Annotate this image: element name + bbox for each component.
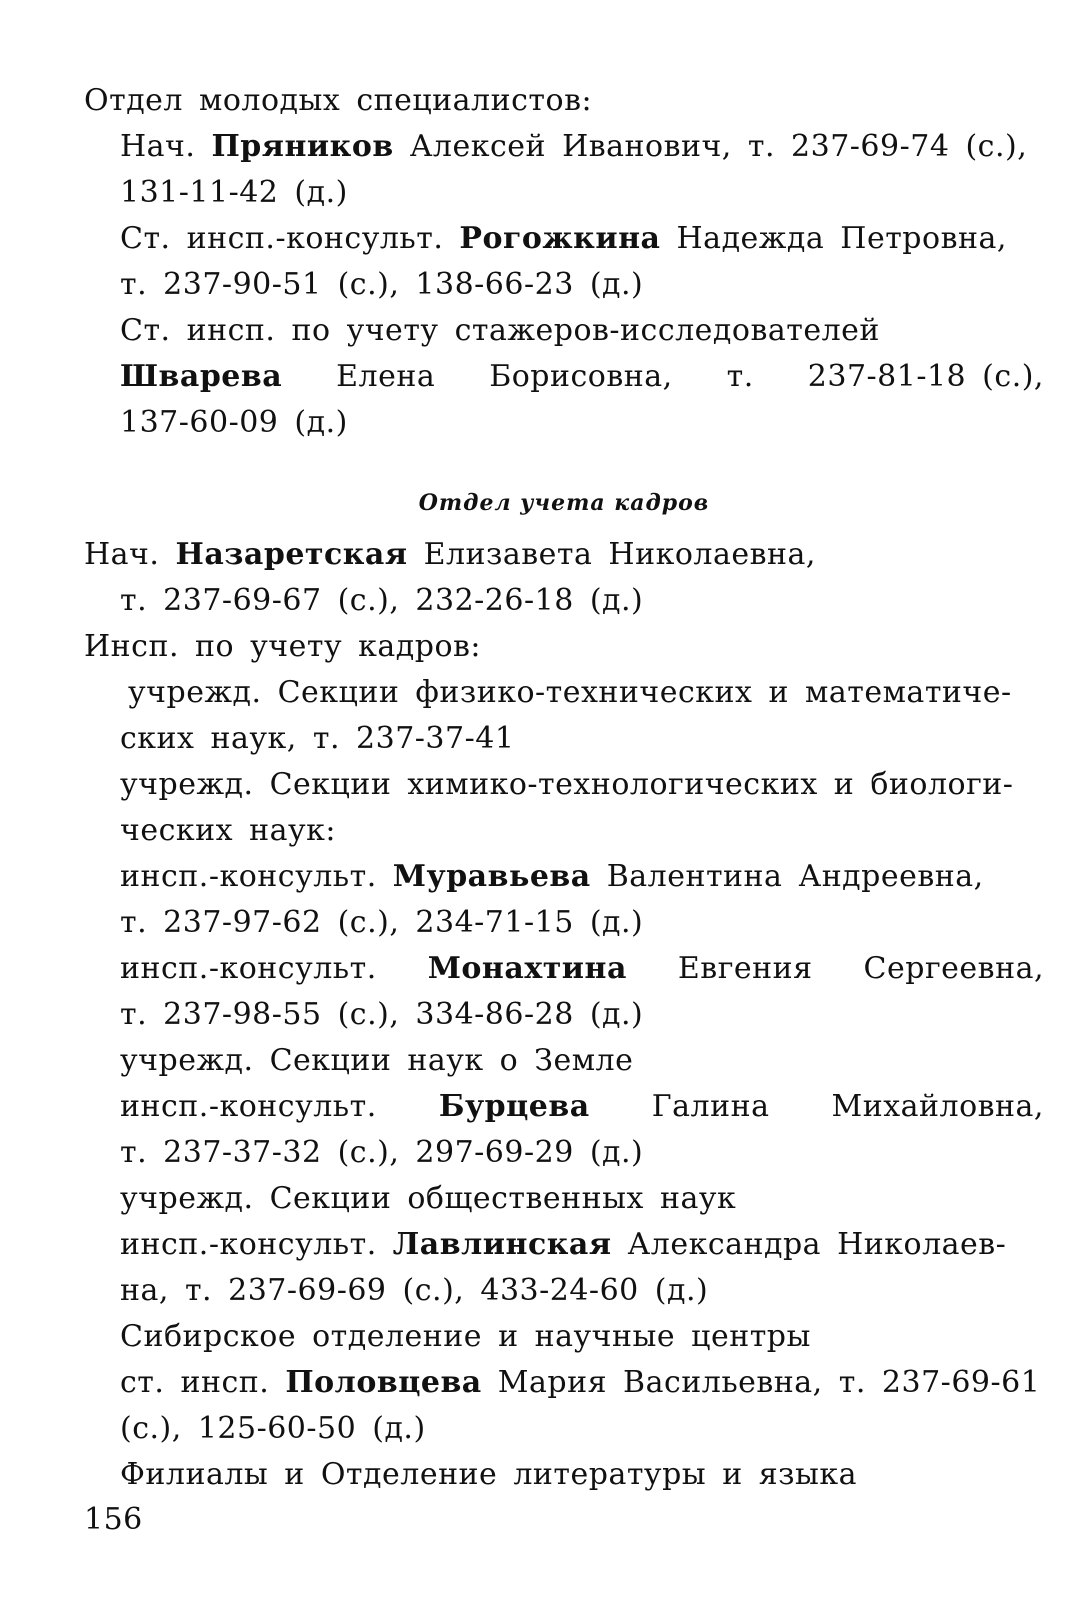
entry-line: Филиалы и Отделение литературы и языка [120,1457,858,1492]
entry-text: Михайловна, [831,1089,1044,1124]
entry-line [120,946,1044,992]
entry-text: Александра Николаев- [611,1227,1007,1262]
entry-line [120,1084,1044,1130]
entry-text: Борисовна, [489,359,673,394]
entry-line: Ст. инсп. по учету стажеров-исследователей [120,313,880,348]
entry-text: Елена [336,359,436,394]
entry-text: Надежда Петровна, [660,221,1007,256]
entry-prefix: инсп.-консульт. [120,859,393,894]
entry-line: т. 237-98-55 (с.), 334-86-28 (д.) [120,997,644,1032]
entry-line [120,124,1027,170]
entry-text: Мария Васильевна, т. 237-69-61 [481,1365,1041,1400]
entry-surname: Назаретская [175,537,408,572]
entry-text: Валентина Андреевна, [590,859,984,894]
entry-prefix: Нач. [84,537,176,572]
entry-prefix: инсп.-консульт. [120,951,377,986]
entry-line: 137-60-09 (д.) [120,405,348,440]
entry-line: учрежд. Секции наук о Земле [120,1043,634,1078]
section-heading-personnel: Отдел учета кадров [418,490,710,516]
entry-line: т. 237-69-67 (с.), 232-26-18 (д.) [120,583,644,618]
page-number: 156 [84,1502,143,1537]
entry-surname: Пряников [211,129,394,164]
entry-text: Сергеевна, [863,951,1044,986]
entry-line: (с.), 125-60-50 (д.) [120,1411,426,1446]
entry-surname: Монахтина [427,951,627,986]
entry-line [120,216,1007,262]
entry-surname: Муравьева [392,859,591,894]
entry-prefix: Нач. [120,129,212,164]
entry-text: Евгения [677,951,813,986]
entry-line: т. 237-90-51 (с.), 138-66-23 (д.) [120,267,644,302]
entry-line [120,354,1044,400]
entry-surname: Лавлинская [392,1227,612,1262]
entry-line: учрежд. Секции физико-технических и математиче- [128,675,1012,710]
entry-line [84,532,816,578]
entry-line [120,1360,1040,1406]
entry-line: учрежд. Секции химико-технологических и биологи- [120,767,1014,802]
entry-text: 237-81-18 (с.), [807,359,1044,394]
entry-line [120,1222,1006,1268]
entry-surname: Половцева [285,1365,482,1400]
entry-surname: Бурцева [438,1089,590,1124]
entry-text: Галина [651,1089,770,1124]
entry-text: Елизавета Николаевна, [407,537,816,572]
entry-line: т. 237-97-62 (с.), 234-71-15 (д.) [120,905,644,940]
document-page [84,78,1044,1578]
entry-prefix: инсп.-консульт. [120,1089,377,1124]
entry-prefix: инсп.-консульт. [120,1227,393,1262]
entry-line: ческих наук: [120,813,336,848]
entry-line: учрежд. Секции общественных наук [120,1181,737,1216]
entry-line: на, т. 237-69-69 (с.), 433-24-60 (д.) [120,1273,709,1308]
entry-line: 131-11-42 (д.) [120,175,348,210]
entry-prefix: Ст. инсп.-консульт. [120,221,460,256]
entry-line [120,854,984,900]
entry-line: ских наук, т. 237-37-41 [120,721,515,756]
subsection-title: Инсп. по учету кадров: [84,629,482,664]
entry-text: Алексей Иванович, т. 237-69-74 (с.), [393,129,1028,164]
section-title-young-specialists: Отдел молодых специалистов: [84,83,593,118]
entry-surname: Рогожкина [459,221,661,256]
entry-line: т. 237-37-32 (с.), 297-69-29 (д.) [120,1135,644,1170]
entry-text: т. [726,359,754,394]
entry-line: Сибирское отделение и научные центры [120,1319,811,1354]
entry-prefix: ст. инсп. [120,1365,286,1400]
entry-surname: Шварева [120,359,283,394]
